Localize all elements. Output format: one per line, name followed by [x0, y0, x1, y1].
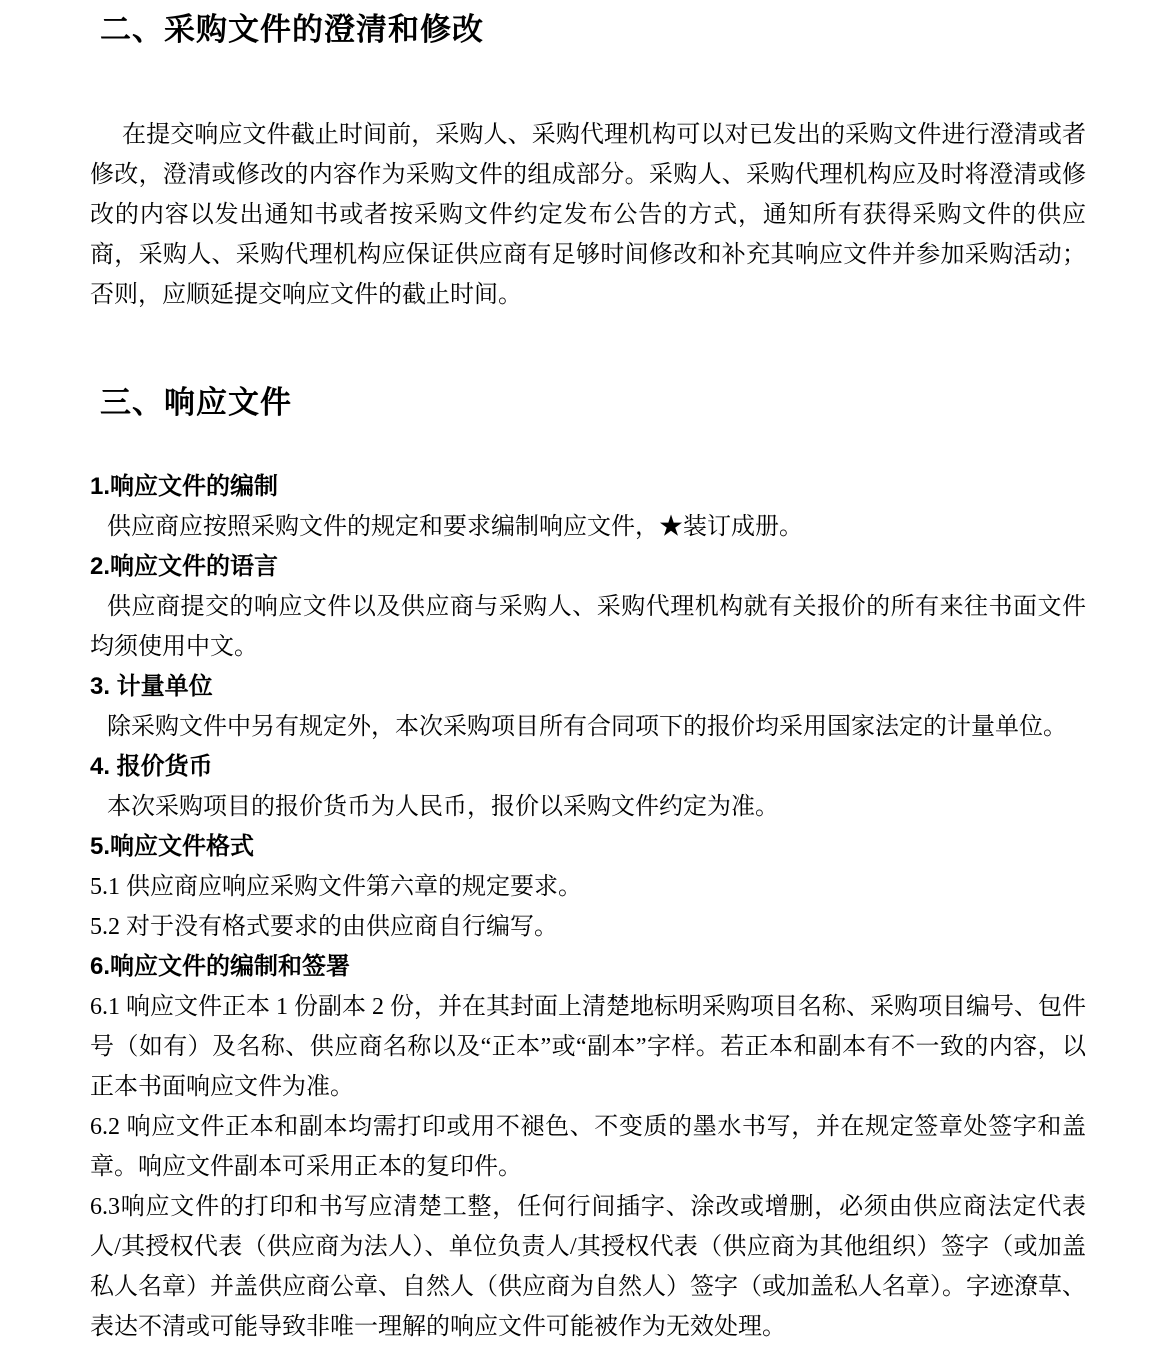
item-5-1-body: 5.1 供应商应响应采购文件第六章的规定要求。	[90, 874, 582, 900]
item-3-subheading: 3. 计量单位	[90, 673, 213, 700]
item-6-2-body: 6.2 响应文件正本和副本均需打印或用不褪色、不变质的墨水书写，并在规定签章处签字和盖章。响应文件副本可采用正本的复印件。	[90, 1114, 1086, 1180]
item-6-3-body: 6.3响应文件的打印和书写应清楚工整，任何行间插字、涂改或增删，必须由供应商法定代表人/其授权代表（供应商为法人）、单位负责人/其授权代表（供应商为其他组织）签字（或加盖私人名章）并盖供应商公章、自然人（供应商为自然人）签字（或加盖私人名章）。字迹潦草、表达不清或可能导致非唯一理解的响应文件可能被作为无效处理。	[90, 1194, 1086, 1340]
item-4-body: 本次采购项目的报价货币为人民币，报价以采购文件约定为准。	[107, 794, 779, 820]
section-heading-response-documents: 三、响应文件	[100, 385, 292, 420]
item-2-subheading: 2.响应文件的语言	[90, 553, 279, 580]
item-3-body: 除采购文件中另有规定外，本次采购项目所有合同项下的报价均采用国家法定的计量单位。	[107, 714, 1067, 740]
item-1-body: 供应商应按照采购文件的规定和要求编制响应文件，★装订成册。	[107, 514, 803, 540]
item-5-2-body: 5.2 对于没有格式要求的由供应商自行编写。	[90, 914, 558, 940]
section-heading-clarification: 二、采购文件的澄清和修改	[100, 12, 484, 47]
clarification-paragraph: 在提交响应文件截止时间前，采购人、采购代理机构可以对已发出的采购文件进行澄清或者修改，澄清或修改的内容作为采购文件的组成部分。采购人、采购代理机构应及时将澄清或修改的内容以发出通知书或者按采购文件约定发布公告的方式，通知所有获得采购文件的供应商，采购人、采购代理机构应保证供应商有足够时间修改和补充其响应文件并参加采购活动；否则，应顺延提交响应文件的截止时间。	[90, 122, 1086, 308]
item-5-subheading: 5.响应文件格式	[90, 833, 255, 860]
item-2-body: 供应商提交的响应文件以及供应商与采购人、采购代理机构就有关报价的所有来往书面文件均须使用中文。	[90, 594, 1086, 660]
item-1-subheading: 1.响应文件的编制	[90, 473, 279, 500]
item-6-subheading: 6.响应文件的编制和签署	[90, 953, 351, 980]
item-4-subheading: 4. 报价货币	[90, 753, 213, 780]
response-documents-items	[90, 467, 1086, 1347]
item-6-1-body: 6.1 响应文件正本 1 份副本 2 份，并在其封面上清楚地标明采购项目名称、采购项目编号、包件号（如有）及名称、供应商名称以及“正本”或“副本”字样。若正本和副本有不一致的内容，以正本书面响应文件为准。	[90, 994, 1086, 1100]
